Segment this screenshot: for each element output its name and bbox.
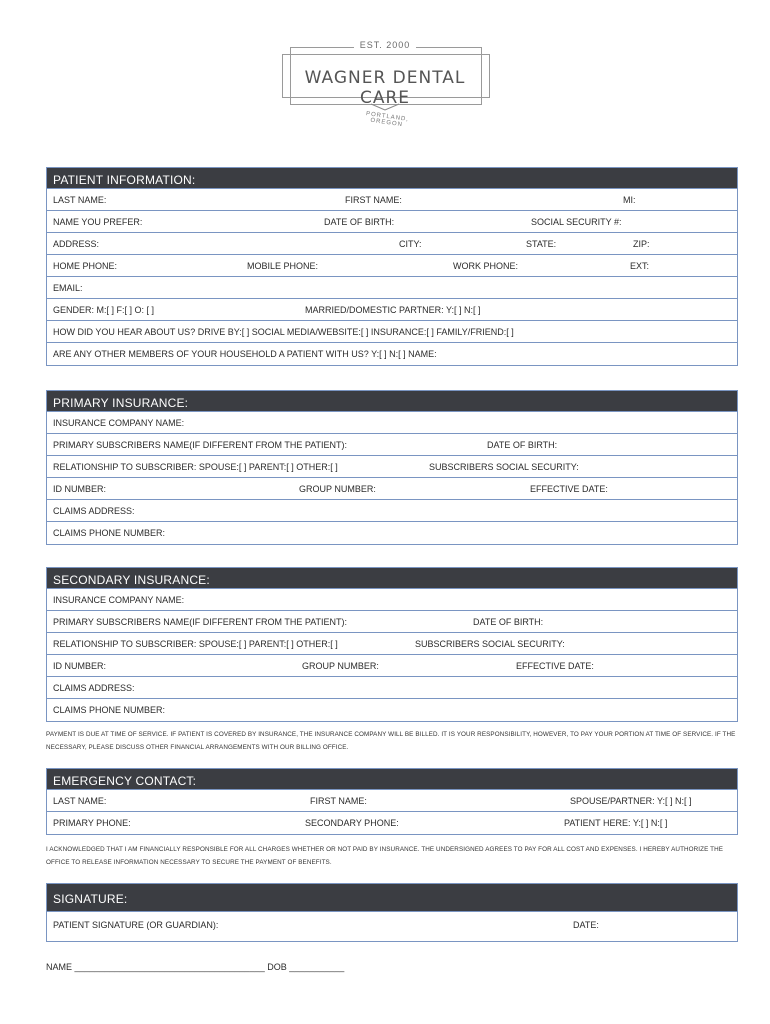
id-number-field[interactable]: ID NUMBER: bbox=[53, 661, 107, 671]
logo-clinic-name: WAGNER DENTAL CARE bbox=[304, 68, 466, 108]
payment-note: PAYMENT IS DUE AT TIME OF SERVICE. IF PATIENT IS COVERED BY INSURANCE, THE INSURANCE COMPANY WILL BE BILLED. IT IS YOUR RESPONSIBILITY, HOWEVER, TO PAY YOUR PORTION AT TIME OF SERVICE. IF THE NECESSARY, PLEASE DISCUSS OTHER FINANCIAL ARRANGEMENTS WITH OUR BILLING OFFICE. bbox=[46, 731, 736, 751]
form-row bbox=[47, 478, 737, 500]
logo-est: EST. 2000 bbox=[282, 40, 488, 50]
form-row bbox=[47, 255, 737, 277]
form-row bbox=[47, 343, 737, 365]
mobile-phone-field[interactable]: MOBILE PHONE: bbox=[247, 261, 319, 271]
form-row bbox=[47, 912, 737, 941]
form-row bbox=[47, 299, 737, 321]
gender-checkboxes[interactable]: GENDER: M:[ ] F:[ ] O: [ ] bbox=[53, 305, 155, 315]
claims-address-field[interactable]: CLAIMS ADDRESS: bbox=[53, 506, 135, 516]
form-row bbox=[47, 522, 737, 544]
address-field[interactable]: ADDRESS: bbox=[53, 239, 100, 249]
subscriber-ssn-field[interactable]: SUBSCRIBERS SOCIAL SECURITY: bbox=[415, 639, 565, 649]
section-header: PRIMARY INSURANCE: bbox=[47, 391, 737, 412]
section-header: SIGNATURE: bbox=[47, 884, 737, 912]
first-name-field[interactable]: FIRST NAME: bbox=[345, 195, 402, 205]
logo-location: PORTLAND, OREGON bbox=[365, 111, 410, 129]
form-row bbox=[47, 790, 737, 812]
subscriber-dob-field[interactable]: DATE OF BIRTH: bbox=[487, 440, 558, 450]
insurance-company-field[interactable]: INSURANCE COMPANY NAME: bbox=[53, 595, 185, 605]
state-field[interactable]: STATE: bbox=[526, 239, 557, 249]
zip-field[interactable]: ZIP: bbox=[633, 239, 650, 249]
clinic-logo bbox=[282, 40, 488, 135]
id-number-field[interactable]: ID NUMBER: bbox=[53, 484, 107, 494]
primary-insurance-section bbox=[46, 390, 738, 545]
form-row bbox=[47, 611, 737, 633]
subscriber-ssn-field[interactable]: SUBSCRIBERS SOCIAL SECURITY: bbox=[429, 462, 579, 472]
signature-section bbox=[46, 883, 738, 942]
emergency-contact-section bbox=[46, 768, 738, 835]
middle-initial-field[interactable]: MI: bbox=[623, 195, 636, 205]
acknowledgement-note: I ACKNOWLEDGED THAT I AM FINANCIALLY RESPONSIBLE FOR ALL CHARGES WHETHER OR NOT PAID BY INSURANCE. THE UNDERSIGNED AGREES TO PAY FOR ALL COST AND EXPENSES. I HEREBY AUTHORIZE THE OFFICE TO RELEASE INFORMATION NECESSARY TO SECURE THE PAYMENT OF BENEFITS. bbox=[46, 846, 724, 866]
section-header: SECONDARY INSURANCE: bbox=[47, 568, 737, 589]
form-row bbox=[47, 677, 737, 699]
footer-name-dob[interactable]: NAME ______________________________________ DOB ___________ bbox=[46, 962, 345, 972]
relationship-checkboxes[interactable]: RELATIONSHIP TO SUBSCRIBER: SPOUSE:[ ] PARENT:[ ] OTHER:[ ] bbox=[53, 639, 338, 649]
form-row bbox=[47, 589, 737, 611]
form-row bbox=[47, 321, 737, 343]
form-row bbox=[47, 500, 737, 522]
section-header: PATIENT INFORMATION: bbox=[47, 168, 737, 189]
last-name-field[interactable]: LAST NAME: bbox=[53, 195, 107, 205]
referral-checkboxes[interactable]: HOW DID YOU HEAR ABOUT US? DRIVE BY:[ ] SOCIAL MEDIA/WEBSITE:[ ] INSURANCE:[ ] FAMILY/FRIEND:[ ] bbox=[53, 327, 514, 337]
form-row bbox=[47, 633, 737, 655]
form-row bbox=[47, 211, 737, 233]
form-row bbox=[47, 699, 737, 721]
city-field[interactable]: CITY: bbox=[399, 239, 422, 249]
form-row bbox=[47, 812, 737, 834]
patient-signature-field[interactable]: PATIENT SIGNATURE (OR GUARDIAN): bbox=[53, 920, 219, 930]
form-row bbox=[47, 233, 737, 255]
patient-here-checkboxes[interactable]: PATIENT HERE: Y:[ ] N:[ ] bbox=[564, 818, 668, 828]
secondary-insurance-section bbox=[46, 567, 738, 722]
signature-date-field[interactable]: DATE: bbox=[573, 920, 599, 930]
preferred-name-field[interactable]: NAME YOU PREFER: bbox=[53, 217, 143, 227]
email-field[interactable]: EMAIL: bbox=[53, 283, 83, 293]
claims-phone-field[interactable]: CLAIMS PHONE NUMBER: bbox=[53, 528, 166, 538]
subscriber-dob-field[interactable]: DATE OF BIRTH: bbox=[473, 617, 544, 627]
ext-field[interactable]: EXT: bbox=[630, 261, 650, 271]
effective-date-field[interactable]: EFFECTIVE DATE: bbox=[516, 661, 594, 671]
form-row bbox=[47, 434, 737, 456]
effective-date-field[interactable]: EFFECTIVE DATE: bbox=[530, 484, 608, 494]
home-phone-field[interactable]: HOME PHONE: bbox=[53, 261, 118, 271]
subscriber-name-field[interactable]: PRIMARY SUBSCRIBERS NAME(IF DIFFERENT FROM THE PATIENT): bbox=[53, 617, 348, 627]
emergency-last-name-field[interactable]: LAST NAME: bbox=[53, 796, 107, 806]
form-row bbox=[47, 189, 737, 211]
section-header: EMERGENCY CONTACT: bbox=[47, 769, 737, 790]
claims-address-field[interactable]: CLAIMS ADDRESS: bbox=[53, 683, 135, 693]
secondary-phone-field[interactable]: SECONDARY PHONE: bbox=[305, 818, 399, 828]
relationship-checkboxes[interactable]: RELATIONSHIP TO SUBSCRIBER: SPOUSE:[ ] PARENT:[ ] OTHER:[ ] bbox=[53, 462, 338, 472]
spouse-checkboxes[interactable]: SPOUSE/PARTNER: Y:[ ] N:[ ] bbox=[570, 796, 692, 806]
dob-field[interactable]: DATE OF BIRTH: bbox=[324, 217, 395, 227]
household-checkboxes[interactable]: ARE ANY OTHER MEMBERS OF YOUR HOUSEHOLD A PATIENT WITH US? Y:[ ] N:[ ] NAME: bbox=[53, 349, 437, 359]
form-row bbox=[47, 456, 737, 478]
patient-information-section bbox=[46, 167, 738, 366]
form-row bbox=[47, 655, 737, 677]
group-number-field[interactable]: GROUP NUMBER: bbox=[302, 661, 379, 671]
work-phone-field[interactable]: WORK PHONE: bbox=[453, 261, 519, 271]
ssn-field[interactable]: SOCIAL SECURITY #: bbox=[531, 217, 622, 227]
form-row bbox=[47, 277, 737, 299]
married-checkboxes[interactable]: MARRIED/DOMESTIC PARTNER: Y:[ ] N:[ ] bbox=[305, 305, 481, 315]
chevron-down-icon bbox=[370, 102, 400, 112]
insurance-company-field[interactable]: INSURANCE COMPANY NAME: bbox=[53, 418, 185, 428]
primary-phone-field[interactable]: PRIMARY PHONE: bbox=[53, 818, 131, 828]
subscriber-name-field[interactable]: PRIMARY SUBSCRIBERS NAME(IF DIFFERENT FROM THE PATIENT): bbox=[53, 440, 348, 450]
group-number-field[interactable]: GROUP NUMBER: bbox=[299, 484, 376, 494]
claims-phone-field[interactable]: CLAIMS PHONE NUMBER: bbox=[53, 705, 166, 715]
form-row bbox=[47, 412, 737, 434]
emergency-first-name-field[interactable]: FIRST NAME: bbox=[310, 796, 367, 806]
